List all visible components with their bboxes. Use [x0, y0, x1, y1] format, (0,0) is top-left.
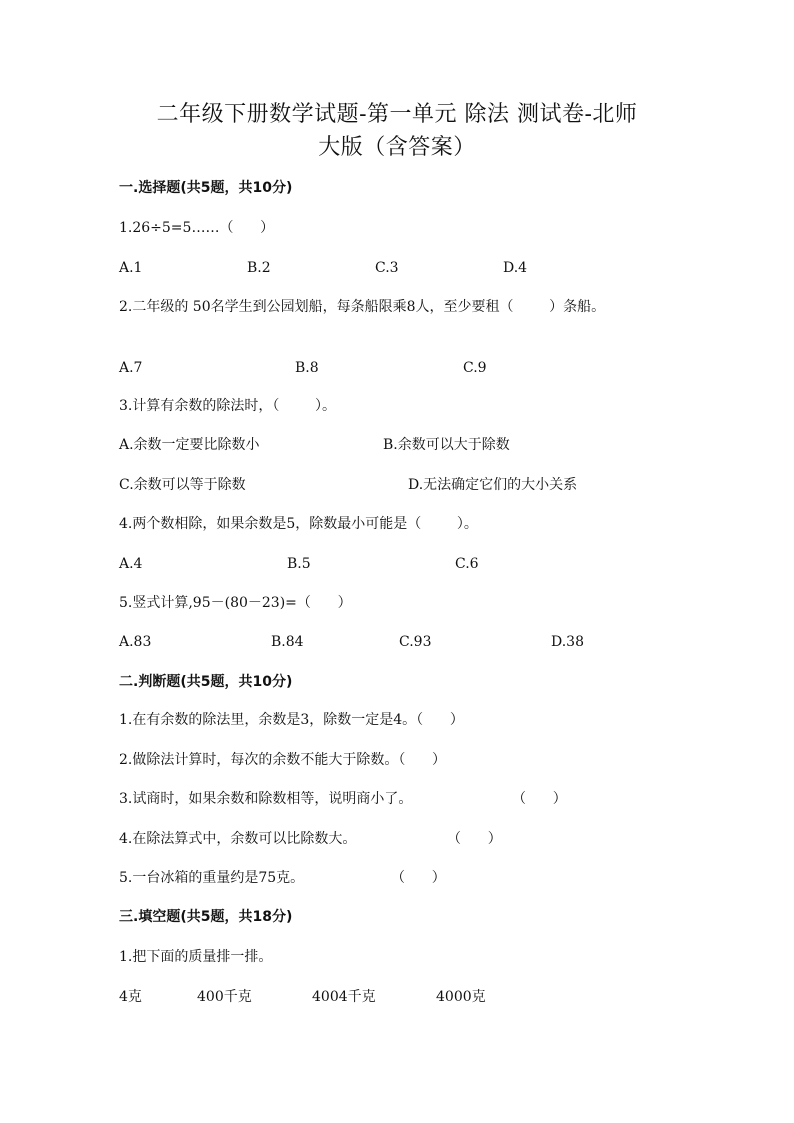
- question-choice-2: 2.二年级的 50名学生到公园划船，每条船限乘8人，至少要租（ ）条船。: [119, 299, 606, 315]
- option-c[interactable]: C.93: [399, 634, 432, 650]
- option-b[interactable]: B.5: [287, 556, 311, 572]
- answer-paren[interactable]: （ ）: [447, 831, 502, 847]
- question-fill-1: 1.把下面的质量排一排。: [119, 949, 273, 965]
- option-a[interactable]: A.1: [119, 260, 143, 276]
- option-c[interactable]: C.余数可以等于除数: [119, 477, 246, 493]
- option-b[interactable]: B.84: [271, 634, 304, 650]
- answer-paren[interactable]: （ ）: [512, 791, 567, 807]
- option-a[interactable]: A.4: [119, 556, 143, 572]
- answer-paren[interactable]: （ ）: [391, 870, 446, 886]
- option-d[interactable]: D.38: [551, 634, 584, 650]
- mass-item: 4004千克: [312, 989, 376, 1005]
- option-b[interactable]: B.8: [295, 360, 319, 376]
- option-c[interactable]: C.3: [375, 260, 399, 276]
- option-b[interactable]: B.2: [247, 260, 271, 276]
- option-d[interactable]: D.4: [503, 260, 528, 276]
- option-a[interactable]: A.7: [119, 360, 143, 376]
- mass-item: 4000克: [436, 989, 486, 1005]
- option-a[interactable]: A.余数一定要比除数小: [119, 437, 260, 453]
- question-judge-2: 2.做除法计算时，每次的余数不能大于除数。（ ）: [119, 752, 447, 768]
- section-heading-choice: 一.选择题(共5题，共10分): [119, 180, 293, 196]
- page-title-line2: 大版（含答案）: [318, 135, 476, 160]
- mass-item: 4克: [119, 989, 142, 1005]
- question-choice-3: 3.计算有余数的除法时，（ ）。: [119, 398, 336, 414]
- page-title-line1: 二年级下册数学试题-第一单元 除法 测试卷-北师: [156, 102, 638, 127]
- question-judge-1: 1.在有余数的除法里，余数是3，除数一定是4。（ ）: [119, 712, 464, 728]
- question-choice-4: 4.两个数相除，如果余数是5，除数最小可能是（ ）。: [119, 516, 478, 532]
- section-heading-judge: 二.判断题(共5题，共10分): [119, 674, 293, 690]
- mass-item: 400千克: [197, 989, 252, 1005]
- section-heading-fill: 三.填空题(共5题，共18分): [119, 909, 293, 925]
- option-d[interactable]: D.无法确定它们的大小关系: [408, 477, 578, 493]
- question-judge-5: 5.一台冰箱的重量约是75克。: [119, 870, 305, 886]
- question-choice-1: 1.26÷5=5……（ ）: [119, 220, 275, 236]
- option-c[interactable]: C.6: [455, 556, 479, 572]
- option-c[interactable]: C.9: [463, 360, 487, 376]
- question-judge-4: 4.在除法算式中，余数可以比除数大。: [119, 831, 357, 847]
- option-a[interactable]: A.83: [119, 634, 152, 650]
- question-choice-5: 5.竖式计算,95－(80－23)=（ ）: [119, 595, 352, 611]
- option-b[interactable]: B.余数可以大于除数: [383, 437, 510, 453]
- question-judge-3: 3.试商时，如果余数和除数相等，说明商小了。: [119, 791, 413, 807]
